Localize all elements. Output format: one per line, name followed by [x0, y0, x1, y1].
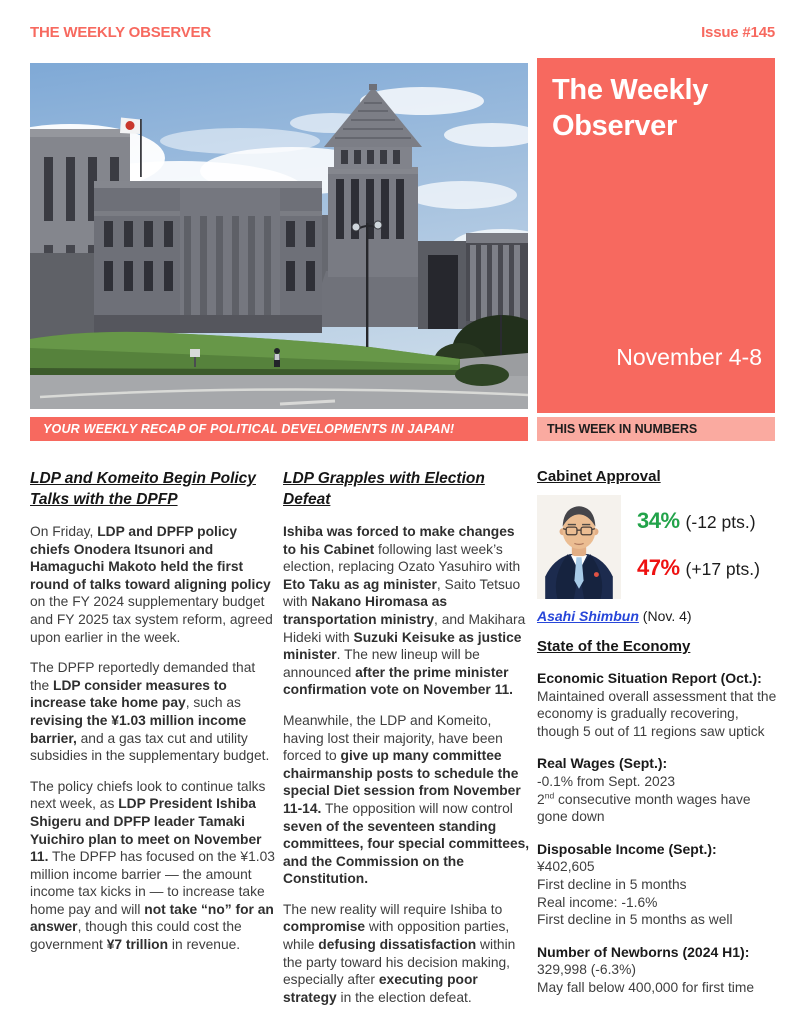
economy-item-label: Number of Newborns (2024 H1): [537, 943, 750, 960]
article-election-defeat [283, 468, 530, 1019]
source-line [537, 608, 777, 624]
economy-item-label: Real Wages (Sept.): [537, 755, 668, 772]
economy-item-body: -0.1% from Sept. 2023 2nd consecutive month wages have gone down [537, 773, 751, 825]
economy-item-label: Economic Situation Report (Oct.): [537, 670, 762, 686]
issue-number: Issue #145 [701, 24, 775, 41]
cover-panel [537, 58, 775, 413]
economy-heading: State of the Economy [537, 638, 691, 655]
approval-row [537, 495, 777, 599]
approval-stats [637, 495, 760, 599]
economy-item-body: 329,998 (-6.3%) May fall below 400,000 for first time [537, 962, 755, 995]
numbers-banner [537, 417, 775, 441]
economy-item-label: Disposable Income (Sept.): [537, 840, 717, 857]
approval-change: (-12 pts.) [685, 512, 756, 532]
article-policy-talks [30, 468, 277, 967]
source-date: (Nov. 4) [638, 608, 692, 624]
newsletter-title: The Weekly Observer [552, 74, 709, 142]
cover-date-range: November 4-8 [616, 344, 762, 370]
economy-item-situation-report [537, 670, 777, 740]
diet-building-photo [30, 63, 528, 409]
approval-stat [637, 508, 760, 534]
masthead-title: THE WEEKLY OBSERVER [30, 24, 211, 41]
asahi-shimbun-link[interactable]: Asahi Shimbun [537, 608, 639, 624]
ishiba-portrait [537, 495, 621, 599]
numbers-panel [537, 468, 777, 1012]
article-paragraph: Ishiba was forced to make changes to his Cabinet following last week’s election, replacing Ozato Yasuhiro with Eto Taku as ag minister, Saito Tetsuo with Nakano Hiromasa as transportation ministry, and Makihara Hideki with Suzuki Keisuke as justice minister. The new lineup will be announced after the prime minister confirmation vote on November 11. [283, 524, 526, 698]
numbers-banner-text: THIS WEEK IN NUMBERS [547, 422, 698, 436]
ishiba-portrait-illustration [537, 495, 621, 599]
approval-value: 34% [637, 508, 680, 533]
recap-banner [30, 417, 528, 441]
article-heading: LDP Grapples with Election Defeat [283, 470, 485, 508]
article-paragraph: Meanwhile, the LDP and Komeito, having lost their majority, have been forced to give up many committee chairmanship posts to schedule the special Diet session from November 11-14. The opposition will now control seven of the seventeen standing committees, four special committees, and the Commission on the Constitution. [283, 712, 530, 887]
recap-banner-text: YOUR WEEKLY RECAP OF POLITICAL DEVELOPMENTS IN JAPAN! [43, 422, 455, 436]
building-illustration [30, 63, 528, 409]
disapproval-change: (+17 pts.) [685, 559, 760, 579]
pedestrian [274, 348, 280, 367]
article-heading: LDP and Komeito Begin Policy Talks with the DPFP [30, 470, 256, 508]
article-paragraph: The DPFP reportedly demanded that the LDP consider measures to increase take home pay, such as revising the ¥1.03 million income barrier, and a gas tax cut and utility subsidies in the supplementary budget. [30, 660, 270, 764]
article-paragraph: On Friday, LDP and DPFP policy chiefs Onodera Itsunori and Hamaguchi Makoto held the first round of talks toward aligning policy on the FY 2024 supplementary budget and FY 2025 tax system reform, agreed upon earlier in the week. [30, 524, 273, 645]
economy-item-body: Maintained overall assessment that the economy is gradually recovering, though 5 out of 11 regions saw uptick [537, 688, 777, 739]
economy-item-disposable-income [537, 841, 777, 929]
economy-item-newborns [537, 944, 777, 997]
cabinet-approval-heading: Cabinet Approval [537, 468, 661, 485]
economy-item-real-wages [537, 755, 777, 825]
article-paragraph: The new reality will require Ishiba to compromise with opposition parties, while defusing dissatisfaction within the party toward his decision making, especially after executing poor strategy in the election defeat. [283, 901, 516, 1005]
article-paragraph: The policy chiefs look to continue talks next week, as LDP President Ishiba Shigeru and DPFP leader Tamaki Yuichiro plan to meet on November 11. The DPFP has focused on the ¥1.03 million income barrier — the amount income tax kicks in — to increase take home pay and will not take “no” for an answer, though this could cost the government ¥7 trillion in revenue. [30, 778, 275, 953]
disapproval-stat [637, 555, 760, 581]
economy-item-body: ¥402,605 First decline in 5 months Real income: -1.6% First decline in 5 months as well [537, 859, 733, 928]
disapproval-value: 47% [637, 555, 680, 580]
